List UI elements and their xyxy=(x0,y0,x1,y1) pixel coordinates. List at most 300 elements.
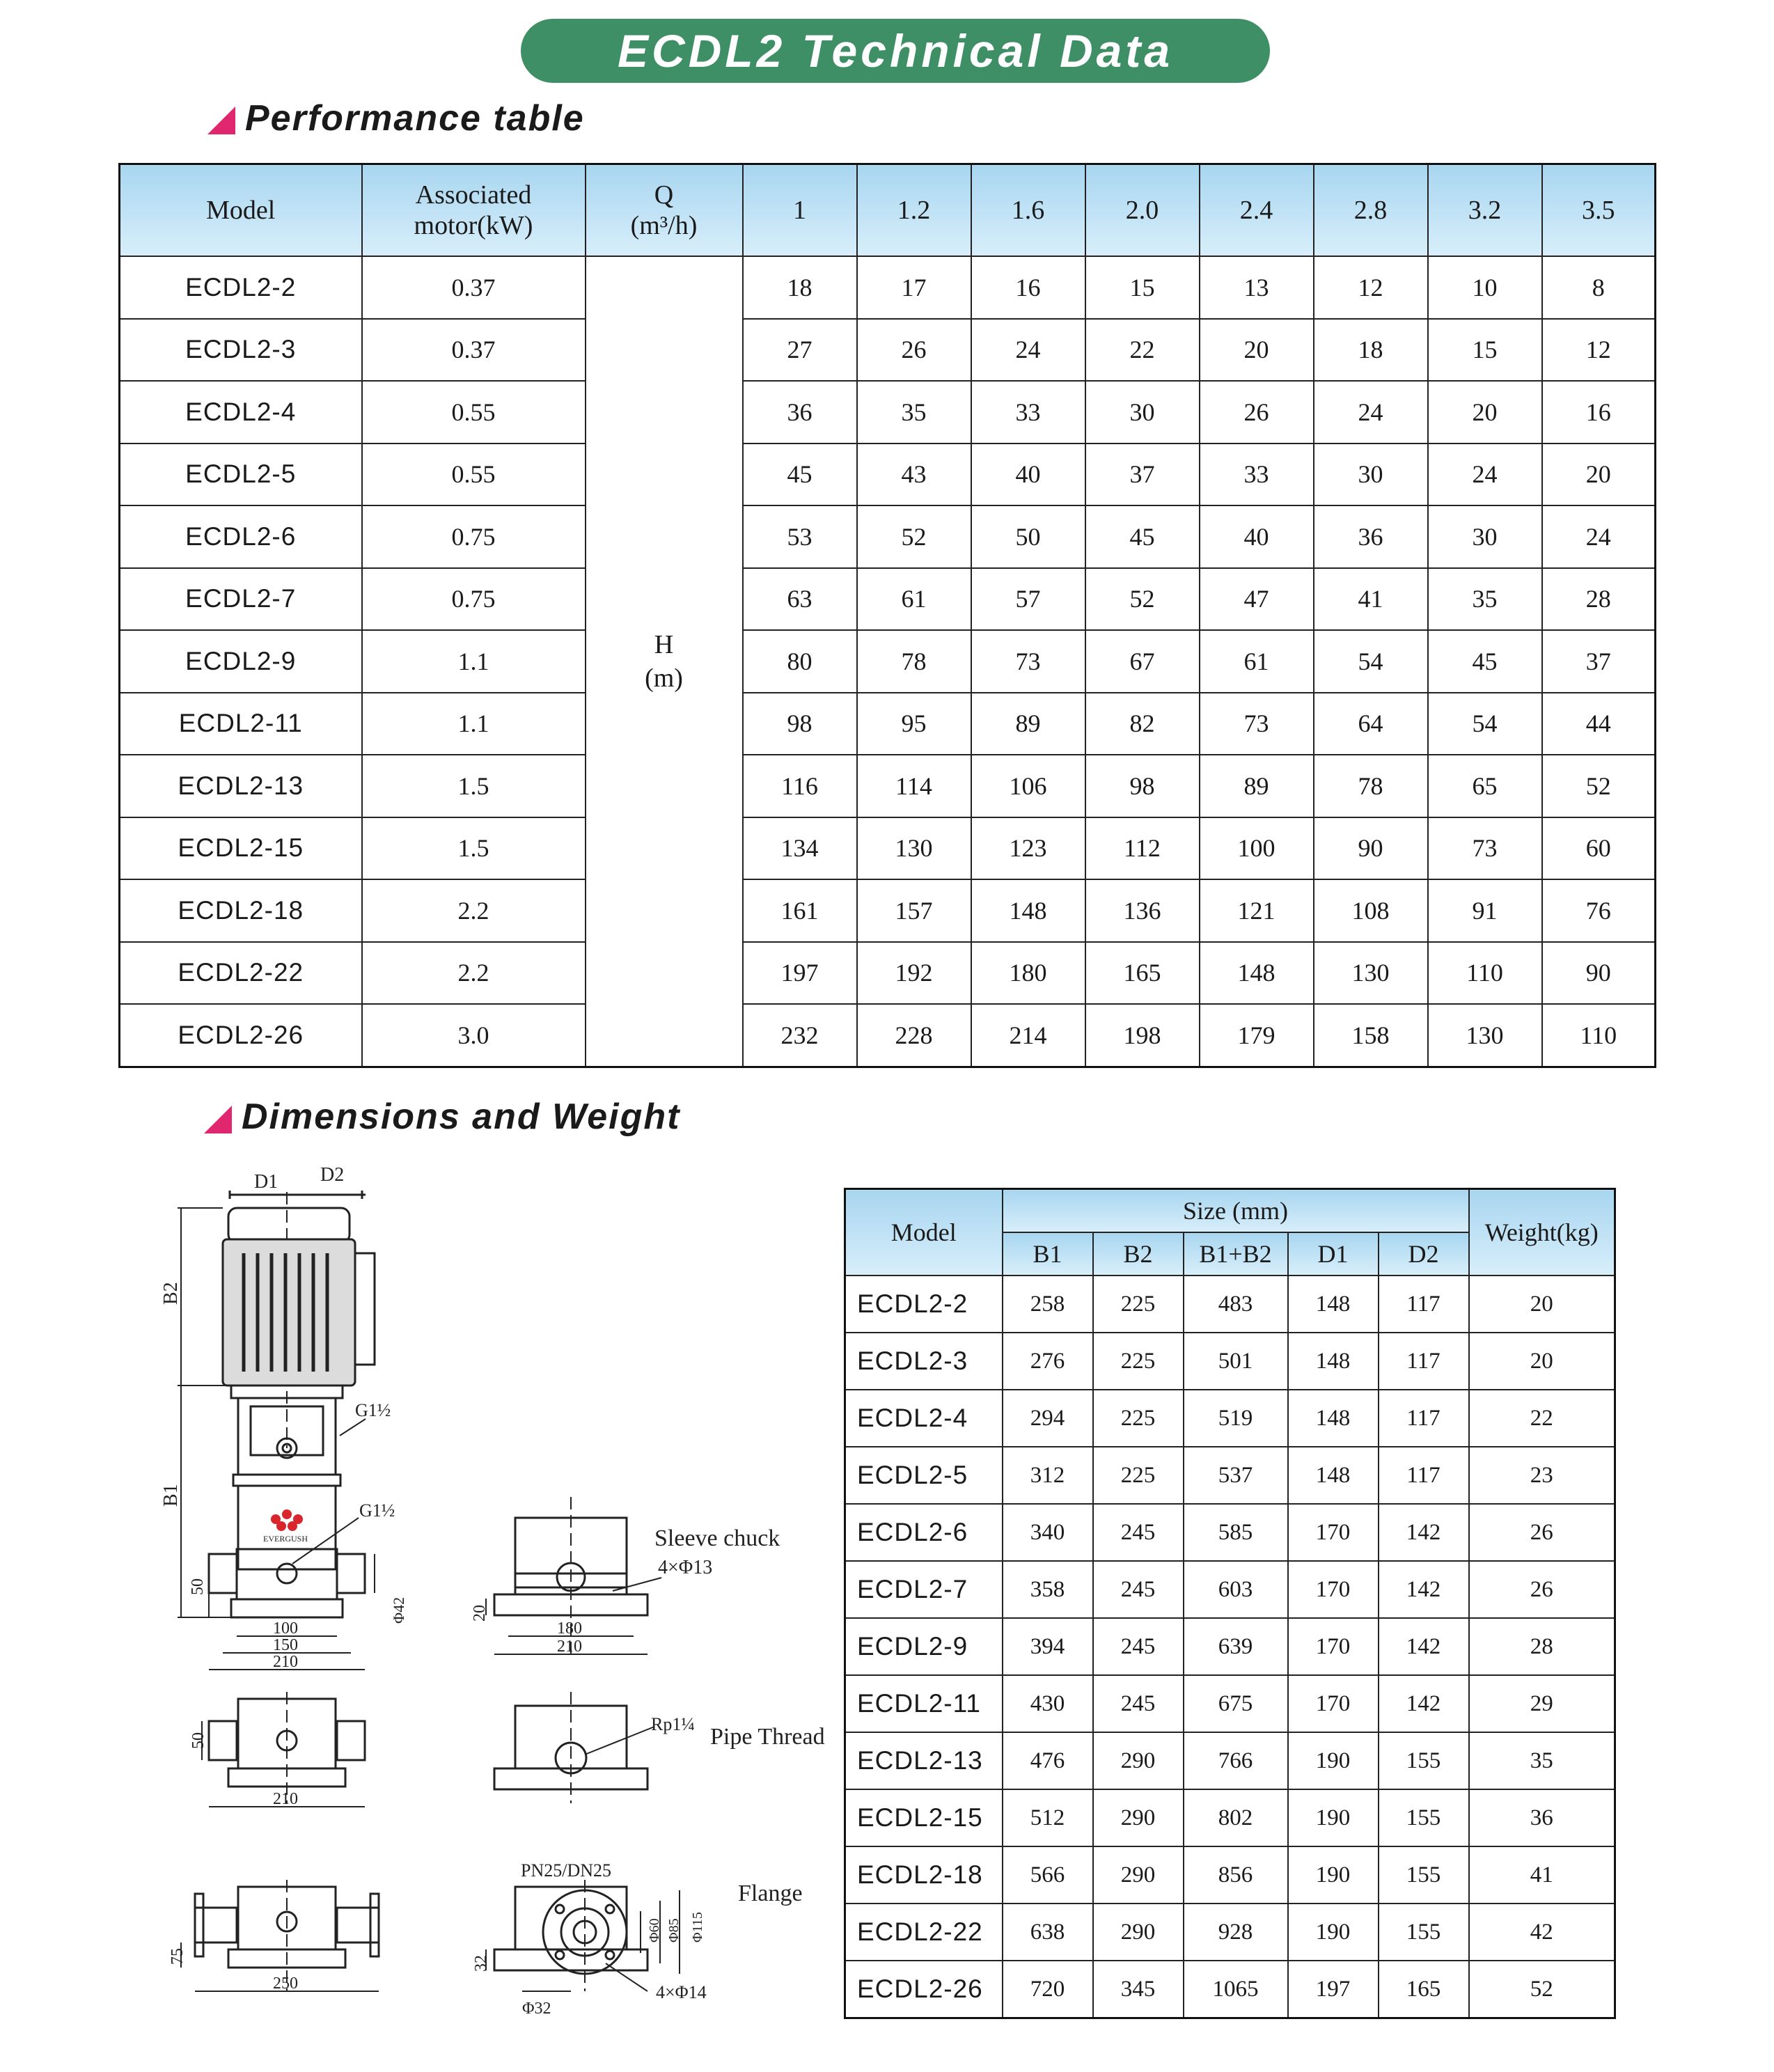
d1-cell: 170 xyxy=(1288,1504,1379,1561)
weight-cell: 42 xyxy=(1469,1904,1615,1961)
label-4x14: 4×Φ14 xyxy=(656,1982,707,2002)
b2-cell: 245 xyxy=(1093,1675,1184,1732)
model-cell: ECDL2-9 xyxy=(845,1618,1003,1675)
head-value-cell: 16 xyxy=(1542,381,1656,444)
head-value-cell: 116 xyxy=(743,755,857,817)
label-4x13: 4×Φ13 xyxy=(658,1557,713,1578)
weight-cell: 23 xyxy=(1469,1447,1615,1504)
head-value-cell: 12 xyxy=(1314,256,1428,319)
b1-cell: 358 xyxy=(1003,1561,1093,1618)
model-cell: ECDL2-7 xyxy=(120,568,362,631)
motor-cell: 1.5 xyxy=(362,817,586,880)
b2-cell: 225 xyxy=(1093,1390,1184,1447)
head-value-cell: 41 xyxy=(1314,568,1428,631)
label-d2: D2 xyxy=(320,1164,345,1186)
model-cell: ECDL2-4 xyxy=(845,1390,1003,1447)
label-250: 250 xyxy=(273,1975,298,1993)
b2-cell: 225 xyxy=(1093,1333,1184,1390)
head-value-cell: 18 xyxy=(1314,319,1428,382)
head-value-cell: 90 xyxy=(1314,817,1428,880)
header-flow-1: 1.2 xyxy=(857,164,971,257)
model-cell: ECDL2-7 xyxy=(845,1561,1003,1618)
head-value-cell: 22 xyxy=(1085,319,1200,382)
b1-cell: 512 xyxy=(1003,1789,1093,1846)
dim-header-d2: D2 xyxy=(1379,1232,1469,1276)
head-value-cell: 130 xyxy=(1314,942,1428,1005)
motor-cell: 0.75 xyxy=(362,568,586,631)
head-value-cell: 136 xyxy=(1085,879,1200,942)
head-value-cell: 76 xyxy=(1542,879,1656,942)
table-row xyxy=(120,568,1656,631)
table-row xyxy=(845,1904,1615,1961)
table-row xyxy=(120,256,1656,319)
head-value-cell: 98 xyxy=(1085,755,1200,817)
model-cell: ECDL2-11 xyxy=(120,693,362,755)
d1-cell: 148 xyxy=(1288,1447,1379,1504)
performance-heading: Performance table xyxy=(245,98,585,139)
head-value-cell: 20 xyxy=(1200,319,1314,382)
b1-cell: 394 xyxy=(1003,1618,1093,1675)
label-150: 150 xyxy=(273,1636,298,1654)
label-rp: Rp1¼ xyxy=(651,1714,695,1734)
motor-cell: 1.1 xyxy=(362,693,586,755)
label-g-top: G1½ xyxy=(355,1400,391,1420)
dim-header-b1-b2: B1+B2 xyxy=(1184,1232,1288,1276)
b1b2-cell: 675 xyxy=(1184,1675,1288,1732)
header-flow-6: 3.2 xyxy=(1428,164,1542,257)
motor-cell: 1.5 xyxy=(362,755,586,817)
label-phi115: Φ115 xyxy=(690,1912,705,1943)
weight-cell: 26 xyxy=(1469,1561,1615,1618)
d1-cell: 190 xyxy=(1288,1789,1379,1846)
head-value-cell: 45 xyxy=(743,444,857,506)
header-flow-0: 1 xyxy=(743,164,857,257)
head-value-cell: 91 xyxy=(1428,879,1542,942)
weight-cell: 52 xyxy=(1469,1961,1615,2018)
head-value-cell: 192 xyxy=(857,942,971,1005)
model-cell: ECDL2-3 xyxy=(845,1333,1003,1390)
weight-cell: 36 xyxy=(1469,1789,1615,1846)
label-pn25: PN25/DN25 xyxy=(521,1860,612,1881)
pump-front-view xyxy=(160,1164,407,1671)
head-value-cell: 121 xyxy=(1200,879,1314,942)
dim-header-b1: B1 xyxy=(1003,1232,1093,1276)
header-flow-7: 3.5 xyxy=(1542,164,1656,257)
head-value-cell: 158 xyxy=(1314,1004,1428,1067)
d1-cell: 190 xyxy=(1288,1732,1379,1789)
head-value-cell: 161 xyxy=(743,879,857,942)
header-flow-3: 2.0 xyxy=(1085,164,1200,257)
label-210c: 210 xyxy=(273,1790,298,1808)
model-cell: ECDL2-26 xyxy=(845,1961,1003,2018)
model-cell: ECDL2-6 xyxy=(845,1504,1003,1561)
b2-cell: 290 xyxy=(1093,1732,1184,1789)
head-value-cell: 12 xyxy=(1542,319,1656,382)
dim-header-size: Size (mm) xyxy=(1003,1189,1469,1233)
head-value-cell: 89 xyxy=(971,693,1085,755)
model-cell: ECDL2-6 xyxy=(120,505,362,568)
table-row xyxy=(845,1789,1615,1846)
head-value-cell: 197 xyxy=(743,942,857,1005)
head-value-cell: 24 xyxy=(971,319,1085,382)
model-cell: ECDL2-11 xyxy=(845,1675,1003,1732)
head-value-cell: 47 xyxy=(1200,568,1314,631)
head-value-cell: 63 xyxy=(743,568,857,631)
label-d1: D1 xyxy=(254,1171,278,1193)
b2-cell: 245 xyxy=(1093,1618,1184,1675)
head-value-cell: 148 xyxy=(971,879,1085,942)
b2-cell: 225 xyxy=(1093,1276,1184,1333)
header-flow-4: 2.4 xyxy=(1200,164,1314,257)
pump-dimension-drawings xyxy=(153,1156,856,2019)
table-row xyxy=(120,319,1656,382)
head-value-cell: 26 xyxy=(857,319,971,382)
head-value-cell: 35 xyxy=(1428,568,1542,631)
label-50: 50 xyxy=(189,1578,207,1595)
head-value-cell: 89 xyxy=(1200,755,1314,817)
head-value-cell: 98 xyxy=(743,693,857,755)
table-row xyxy=(120,444,1656,506)
table-row xyxy=(845,1961,1615,2018)
b2-cell: 245 xyxy=(1093,1504,1184,1561)
head-value-cell: 28 xyxy=(1542,568,1656,631)
b2-cell: 290 xyxy=(1093,1904,1184,1961)
label-pipe-thread: Pipe Thread xyxy=(710,1724,825,1750)
head-value-cell: 112 xyxy=(1085,817,1200,880)
d1-cell: 190 xyxy=(1288,1846,1379,1904)
dim-header-model: Model xyxy=(845,1189,1003,1276)
model-cell: ECDL2-9 xyxy=(120,630,362,693)
header-motor xyxy=(362,164,586,257)
b2-cell: 225 xyxy=(1093,1447,1184,1504)
section-marker-icon xyxy=(204,1106,232,1133)
head-value-cell: 16 xyxy=(971,256,1085,319)
table-row xyxy=(120,817,1656,880)
head-value-cell: 82 xyxy=(1085,693,1200,755)
head-value-cell: 24 xyxy=(1428,444,1542,506)
weight-cell: 41 xyxy=(1469,1846,1615,1904)
table-row xyxy=(120,381,1656,444)
head-unit: (m) xyxy=(645,663,683,693)
pipe-thread-view xyxy=(494,1692,825,1803)
b1b2-cell: 603 xyxy=(1184,1561,1288,1618)
brand-logo-text: EVERGUSH xyxy=(263,1534,308,1544)
d2-cell: 142 xyxy=(1379,1675,1469,1732)
d2-cell: 142 xyxy=(1379,1561,1469,1618)
b1-cell: 566 xyxy=(1003,1846,1093,1904)
motor-cell: 2.2 xyxy=(362,942,586,1005)
header-flow-5: 2.8 xyxy=(1314,164,1428,257)
d1-cell: 170 xyxy=(1288,1618,1379,1675)
b1-cell: 476 xyxy=(1003,1732,1093,1789)
head-value-cell: 110 xyxy=(1542,1004,1656,1067)
label-sleeve-chuck: Sleeve chuck xyxy=(654,1525,780,1551)
dim-header-d1: D1 xyxy=(1288,1232,1379,1276)
head-value-cell: 61 xyxy=(1200,630,1314,693)
b1-cell: 312 xyxy=(1003,1447,1093,1504)
head-value-cell: 24 xyxy=(1314,381,1428,444)
head-value-cell: 100 xyxy=(1200,817,1314,880)
model-cell: ECDL2-15 xyxy=(845,1789,1003,1846)
label-phi42: Φ42 xyxy=(390,1596,407,1624)
b1-cell: 720 xyxy=(1003,1961,1093,2018)
weight-cell: 29 xyxy=(1469,1675,1615,1732)
label-flange: Flange xyxy=(738,1881,803,1906)
label-210: 210 xyxy=(273,1653,298,1671)
label-phi60: Φ60 xyxy=(647,1918,662,1943)
motor-cell: 0.55 xyxy=(362,381,586,444)
performance-header-row xyxy=(120,164,1656,257)
d2-cell: 155 xyxy=(1379,1789,1469,1846)
head-value-cell: 110 xyxy=(1428,942,1542,1005)
label-50b: 50 xyxy=(189,1732,207,1749)
head-value-cell: 65 xyxy=(1428,755,1542,817)
head-value-cell: 73 xyxy=(971,630,1085,693)
label-210b: 210 xyxy=(557,1638,582,1656)
head-value-cell: 30 xyxy=(1085,381,1200,444)
head-value-cell: 73 xyxy=(1200,693,1314,755)
head-value-cell: 108 xyxy=(1314,879,1428,942)
head-value-cell: 78 xyxy=(857,630,971,693)
d2-cell: 165 xyxy=(1379,1961,1469,2018)
b1b2-cell: 856 xyxy=(1184,1846,1288,1904)
head-value-cell: 30 xyxy=(1428,505,1542,568)
model-cell: ECDL2-22 xyxy=(845,1904,1003,1961)
dimensions-table xyxy=(844,1188,1616,2019)
head-value-cell: 52 xyxy=(1085,568,1200,631)
b1b2-cell: 1065 xyxy=(1184,1961,1288,2018)
head-value-cell: 43 xyxy=(857,444,971,506)
motor-cell: 0.37 xyxy=(362,256,586,319)
page-title: ECDL2 Technical Data xyxy=(617,25,1174,77)
table-row xyxy=(845,1333,1615,1390)
header-motor-line1: Associated xyxy=(415,180,532,210)
b1b2-cell: 537 xyxy=(1184,1447,1288,1504)
head-label: H xyxy=(654,629,674,659)
model-cell: ECDL2-4 xyxy=(120,381,362,444)
header-model: Model xyxy=(120,164,362,257)
label-32: 32 xyxy=(472,1955,490,1972)
head-value-cell: 73 xyxy=(1428,817,1542,880)
b2-cell: 290 xyxy=(1093,1846,1184,1904)
header-q: Q xyxy=(654,180,674,210)
head-value-cell: 52 xyxy=(857,505,971,568)
table-row xyxy=(845,1846,1615,1904)
header-flow xyxy=(586,164,743,257)
head-value-cell: 13 xyxy=(1200,256,1314,319)
head-value-cell: 53 xyxy=(743,505,857,568)
head-value-cell: 179 xyxy=(1200,1004,1314,1067)
d2-cell: 142 xyxy=(1379,1618,1469,1675)
head-value-cell: 50 xyxy=(971,505,1085,568)
model-cell: ECDL2-13 xyxy=(845,1732,1003,1789)
b1b2-cell: 928 xyxy=(1184,1904,1288,1961)
weight-cell: 20 xyxy=(1469,1276,1615,1333)
head-value-cell: 165 xyxy=(1085,942,1200,1005)
head-value-cell: 106 xyxy=(971,755,1085,817)
d2-cell: 117 xyxy=(1379,1333,1469,1390)
head-value-cell: 33 xyxy=(971,381,1085,444)
model-cell: ECDL2-2 xyxy=(845,1276,1003,1333)
d2-cell: 117 xyxy=(1379,1276,1469,1333)
head-value-cell: 40 xyxy=(971,444,1085,506)
b1-cell: 638 xyxy=(1003,1904,1093,1961)
head-value-cell: 214 xyxy=(971,1004,1085,1067)
table-row xyxy=(120,942,1656,1005)
weight-cell: 22 xyxy=(1469,1390,1615,1447)
b1b2-cell: 802 xyxy=(1184,1789,1288,1846)
b1b2-cell: 766 xyxy=(1184,1732,1288,1789)
head-label-cell xyxy=(586,256,743,1067)
model-cell: ECDL2-15 xyxy=(120,817,362,880)
pump-base-side-view xyxy=(189,1692,365,1808)
label-75: 75 xyxy=(168,1948,187,1965)
b2-cell: 345 xyxy=(1093,1961,1184,2018)
head-value-cell: 8 xyxy=(1542,256,1656,319)
head-value-cell: 114 xyxy=(857,755,971,817)
table-row xyxy=(120,693,1656,755)
header-flow-2: 1.6 xyxy=(971,164,1085,257)
d1-cell: 170 xyxy=(1288,1675,1379,1732)
b1b2-cell: 501 xyxy=(1184,1333,1288,1390)
table-row xyxy=(845,1732,1615,1789)
dim-header-weight: Weight(kg) xyxy=(1469,1189,1615,1276)
b2-cell: 290 xyxy=(1093,1789,1184,1846)
head-value-cell: 17 xyxy=(857,256,971,319)
d1-cell: 170 xyxy=(1288,1561,1379,1618)
model-cell: ECDL2-2 xyxy=(120,256,362,319)
head-value-cell: 232 xyxy=(743,1004,857,1067)
d2-cell: 155 xyxy=(1379,1904,1469,1961)
head-value-cell: 80 xyxy=(743,630,857,693)
b1b2-cell: 639 xyxy=(1184,1618,1288,1675)
head-value-cell: 37 xyxy=(1085,444,1200,506)
label-b2: B2 xyxy=(160,1282,182,1305)
head-value-cell: 45 xyxy=(1085,505,1200,568)
b1-cell: 294 xyxy=(1003,1390,1093,1447)
head-value-cell: 40 xyxy=(1200,505,1314,568)
b1-cell: 258 xyxy=(1003,1276,1093,1333)
label-phi85: Φ85 xyxy=(666,1918,682,1943)
model-cell: ECDL2-18 xyxy=(120,879,362,942)
head-value-cell: 64 xyxy=(1314,693,1428,755)
head-value-cell: 60 xyxy=(1542,817,1656,880)
head-value-cell: 18 xyxy=(743,256,857,319)
b1b2-cell: 585 xyxy=(1184,1504,1288,1561)
head-value-cell: 123 xyxy=(971,817,1085,880)
head-value-cell: 57 xyxy=(971,568,1085,631)
head-value-cell: 20 xyxy=(1428,381,1542,444)
motor-cell: 1.1 xyxy=(362,630,586,693)
section-marker-icon xyxy=(207,107,235,134)
motor-cell: 3.0 xyxy=(362,1004,586,1067)
table-row xyxy=(120,879,1656,942)
weight-cell: 28 xyxy=(1469,1618,1615,1675)
pump-flange-side-view xyxy=(168,1880,379,1993)
head-value-cell: 54 xyxy=(1428,693,1542,755)
d1-cell: 148 xyxy=(1288,1390,1379,1447)
d2-cell: 117 xyxy=(1379,1390,1469,1447)
head-value-cell: 95 xyxy=(857,693,971,755)
label-b1: B1 xyxy=(160,1484,182,1507)
page-title-banner xyxy=(521,19,1270,83)
head-value-cell: 20 xyxy=(1542,444,1656,506)
head-value-cell: 52 xyxy=(1542,755,1656,817)
head-value-cell: 228 xyxy=(857,1004,971,1067)
head-value-cell: 30 xyxy=(1314,444,1428,506)
header-motor-line2: motor(kW) xyxy=(414,211,533,240)
table-row xyxy=(845,1618,1615,1675)
d2-cell: 155 xyxy=(1379,1846,1469,1904)
head-value-cell: 36 xyxy=(1314,505,1428,568)
head-value-cell: 130 xyxy=(857,817,971,880)
d1-cell: 148 xyxy=(1288,1333,1379,1390)
head-value-cell: 33 xyxy=(1200,444,1314,506)
table-row xyxy=(845,1504,1615,1561)
weight-cell: 20 xyxy=(1469,1333,1615,1390)
b1-cell: 430 xyxy=(1003,1675,1093,1732)
label-20: 20 xyxy=(471,1605,489,1622)
dim-header-b2: B2 xyxy=(1093,1232,1184,1276)
table-row xyxy=(845,1390,1615,1447)
b1b2-cell: 519 xyxy=(1184,1390,1288,1447)
table-row xyxy=(120,755,1656,817)
table-row xyxy=(845,1447,1615,1504)
table-row xyxy=(845,1675,1615,1732)
head-value-cell: 198 xyxy=(1085,1004,1200,1067)
head-value-cell: 134 xyxy=(743,817,857,880)
head-value-cell: 78 xyxy=(1314,755,1428,817)
b1-cell: 276 xyxy=(1003,1333,1093,1390)
header-q-unit: (m³/h) xyxy=(630,211,698,240)
head-value-cell: 10 xyxy=(1428,256,1542,319)
weight-cell: 35 xyxy=(1469,1732,1615,1789)
d2-cell: 155 xyxy=(1379,1732,1469,1789)
head-value-cell: 36 xyxy=(743,381,857,444)
model-cell: ECDL2-18 xyxy=(845,1846,1003,1904)
head-value-cell: 45 xyxy=(1428,630,1542,693)
b2-cell: 245 xyxy=(1093,1561,1184,1618)
model-cell: ECDL2-5 xyxy=(120,444,362,506)
performance-table xyxy=(118,163,1656,1068)
head-value-cell: 148 xyxy=(1200,942,1314,1005)
head-value-cell: 26 xyxy=(1200,381,1314,444)
head-value-cell: 54 xyxy=(1314,630,1428,693)
head-value-cell: 90 xyxy=(1542,942,1656,1005)
weight-cell: 26 xyxy=(1469,1504,1615,1561)
d2-cell: 117 xyxy=(1379,1447,1469,1504)
motor-cell: 0.55 xyxy=(362,444,586,506)
head-value-cell: 24 xyxy=(1542,505,1656,568)
d1-cell: 190 xyxy=(1288,1904,1379,1961)
head-value-cell: 44 xyxy=(1542,693,1656,755)
head-value-cell: 15 xyxy=(1428,319,1542,382)
b1b2-cell: 483 xyxy=(1184,1276,1288,1333)
table-row xyxy=(120,630,1656,693)
head-value-cell: 35 xyxy=(857,381,971,444)
model-cell: ECDL2-3 xyxy=(120,319,362,382)
d2-cell: 142 xyxy=(1379,1504,1469,1561)
head-value-cell: 130 xyxy=(1428,1004,1542,1067)
head-value-cell: 180 xyxy=(971,942,1085,1005)
model-cell: ECDL2-22 xyxy=(120,942,362,1005)
dimensions-header-row-1 xyxy=(845,1189,1615,1233)
model-cell: ECDL2-5 xyxy=(845,1447,1003,1504)
motor-cell: 0.37 xyxy=(362,319,586,382)
table-row xyxy=(120,1004,1656,1067)
label-phi32: Φ32 xyxy=(522,2000,551,2018)
b1-cell: 340 xyxy=(1003,1504,1093,1561)
